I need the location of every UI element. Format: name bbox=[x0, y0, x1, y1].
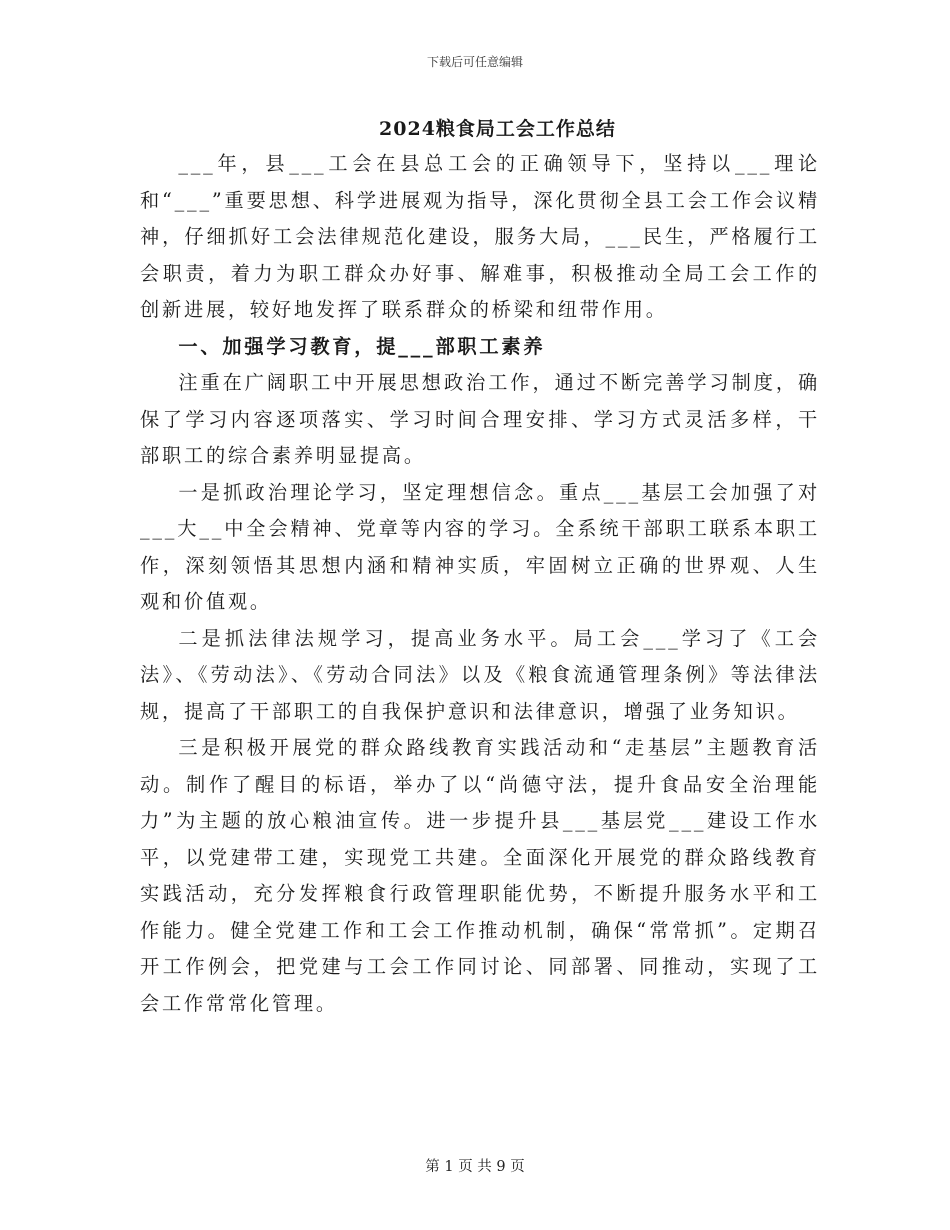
body-paragraph: 注重在广阔职工中开展思想政治工作，通过不断完善学习制度，确保了学习内容逐项落实、学习时间合理安排、学习方式灵活多样，干部职工的综合素养明显提高。 bbox=[140, 371, 820, 467]
document-title: 2024粮食局工会工作总结 bbox=[379, 118, 616, 140]
body-paragraph: 二是抓法律法规学习，提高业务水平。局工会___学习了《工会法》、《劳动法》、《劳动合同法》以及《粮食流通管理条例》等法律法规，提高了干部职工的自我保护意识和法律意识，增强了业务知识。 bbox=[140, 626, 820, 723]
body-paragraph: 一是抓政治理论学习，坚定理想信念。重点___基层工会加强了对___大__中全会精神、党章等内容的学习。全系统干部职工联系本职工作，深刻领悟其思想内涵和精神实质，牢固树立正确的世界观、人生观和价值观。 bbox=[140, 480, 820, 613]
page-number-footer: 第 1 页 共 9 页 bbox=[425, 1159, 525, 1175]
body-paragraph: 三是积极开展党的群众路线教育实践活动和“走基层”主题教育活动。制作了醒目的标语，举办了以“尚德守法，提升食品安全治理能力”为主题的放心粮油宣传。进一步提升县___基层党___建设工作水平，以党建带工建，实现党工共建。全面深化开展党的群众路线教育实践活动，充分发挥粮食行政管理职能优势，不断提升服务水平和工作能力。健全党建工作和工会工作推动机制，确保“常常抓”。定期召开工作例会，把党建与工会工作同讨论、同部署、同推动，实现了工会工作常常化管理。 bbox=[140, 736, 820, 1015]
document-body bbox=[140, 146, 820, 1022]
header-note: 下载后可任意编辑 bbox=[426, 55, 523, 69]
section-heading: 一、加强学习教育，提___部职工素养 bbox=[178, 334, 546, 358]
intro-paragraph: ___年，县___工会在县总工会的正确领导下，坚持以___理论和“___”重要思想、科学进展观为指导，深化贯彻全县工会工作会议精神，仔细抓好工会法律规范化建设，服务大局，___民生，严格履行工会职责，着力为职工群众办好事、解难事，积极推动全局工会工作的创新进展，较好地发挥了联系群众的桥梁和纽带作用。 bbox=[140, 152, 820, 321]
